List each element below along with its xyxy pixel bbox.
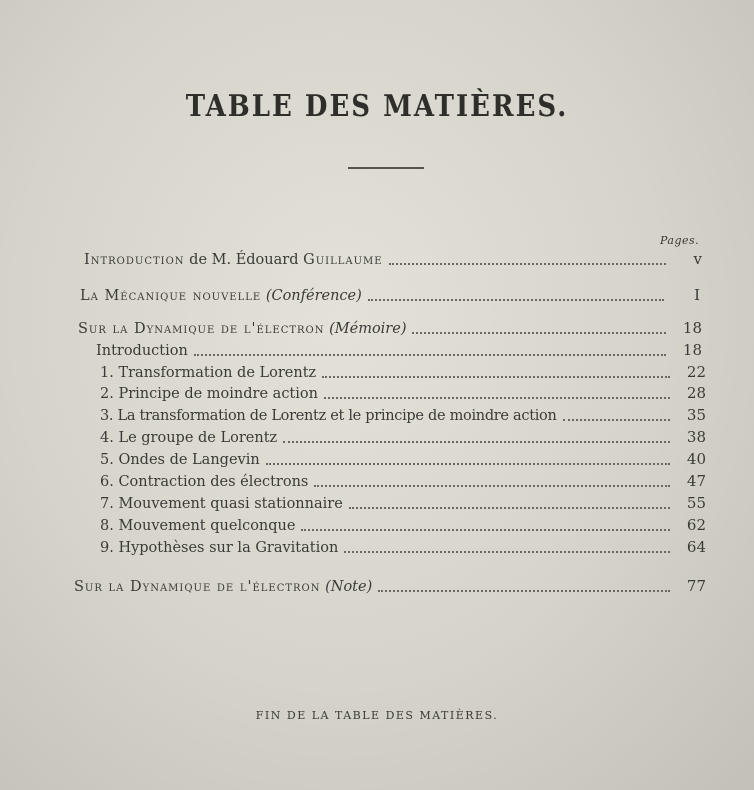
entry-prefix: Sur la Dynamique de l'électron: [74, 579, 321, 595]
entry-label: 9. Hypothèses sur la Gravitation: [100, 540, 339, 556]
dot-leader: [283, 441, 670, 443]
toc-subentry: [100, 450, 706, 470]
page-number: 55: [686, 494, 706, 512]
entry-mid: de M. Édouard: [184, 252, 304, 268]
page-number: 35: [686, 406, 706, 424]
page-number: 28: [686, 384, 706, 402]
toc-entry: [74, 577, 706, 597]
page-number: 47: [686, 472, 706, 490]
entry-label: 6. Contraction des électrons: [100, 474, 309, 490]
toc-subentry: [100, 538, 706, 558]
toc-entry: [80, 286, 700, 306]
entry-italic: (Conférence): [265, 288, 362, 304]
end-of-table-note: FIN DE LA TABLE DES MATIÈRES.: [255, 709, 499, 722]
toc-subentry: [100, 472, 706, 492]
dot-leader: [344, 551, 670, 553]
entry-prefix: Sur la Dynamique de l'électron: [78, 321, 325, 337]
entry-label: 1. Transformation de Lorentz: [100, 365, 317, 381]
title-rule: [348, 167, 424, 169]
entry-label: 5. Ondes de Langevin: [100, 452, 260, 468]
toc-subentry: [100, 494, 706, 514]
dot-leader: [194, 354, 666, 356]
entry-label: 8. Mouvement quelconque: [100, 518, 296, 534]
entry-label: 2. Principe de moindre action: [100, 386, 318, 402]
entry-italic: (Note): [325, 579, 373, 595]
entry-label: Introduction: [96, 343, 188, 359]
page-number: I: [694, 286, 700, 304]
page-number: 18: [682, 319, 702, 337]
toc-subentry: [100, 516, 706, 536]
page-number: 62: [686, 516, 706, 534]
dot-leader: [322, 376, 670, 378]
page-number: v: [693, 250, 702, 268]
dot-leader: [314, 485, 670, 487]
entry-label: 7. Mouvement quasi stationnaire: [100, 496, 343, 512]
toc-subentry: [100, 406, 706, 426]
entry-author: Guillaume: [303, 252, 383, 268]
page-title: TABLE DES MATIÈRES.: [185, 89, 569, 125]
entry-prefix: La Mécanique nouvelle: [80, 288, 262, 304]
page-number: 77: [686, 577, 706, 595]
toc-subentry: [100, 428, 706, 448]
page-number: 38: [686, 428, 706, 446]
dot-leader: [368, 299, 664, 301]
page-number: 64: [686, 538, 706, 556]
page-number: 40: [686, 450, 706, 468]
entry-prefix: Introduction: [84, 252, 185, 268]
dot-leader: [563, 419, 670, 421]
toc-subentry: [100, 384, 706, 404]
page-number: 18: [682, 341, 702, 359]
toc-entry: [84, 250, 702, 270]
dot-leader: [266, 463, 670, 465]
toc-subentry: [100, 363, 706, 383]
dot-leader: [349, 507, 670, 509]
dot-leader: [378, 590, 670, 592]
pages-column-header: Pages.: [660, 234, 700, 247]
toc-subentry: [96, 341, 702, 361]
dot-leader: [324, 397, 670, 399]
entry-italic: (Mémoire): [329, 321, 407, 337]
dot-leader: [412, 332, 666, 334]
dot-leader: [389, 263, 666, 265]
page-number: 22: [686, 363, 706, 381]
entry-label: 4. Le groupe de Lorentz: [100, 430, 278, 446]
toc-entry: [78, 319, 702, 339]
dot-leader: [301, 529, 670, 531]
entry-label: 3. La transformation de Lorentz et le principe de moindre action: [100, 408, 557, 424]
